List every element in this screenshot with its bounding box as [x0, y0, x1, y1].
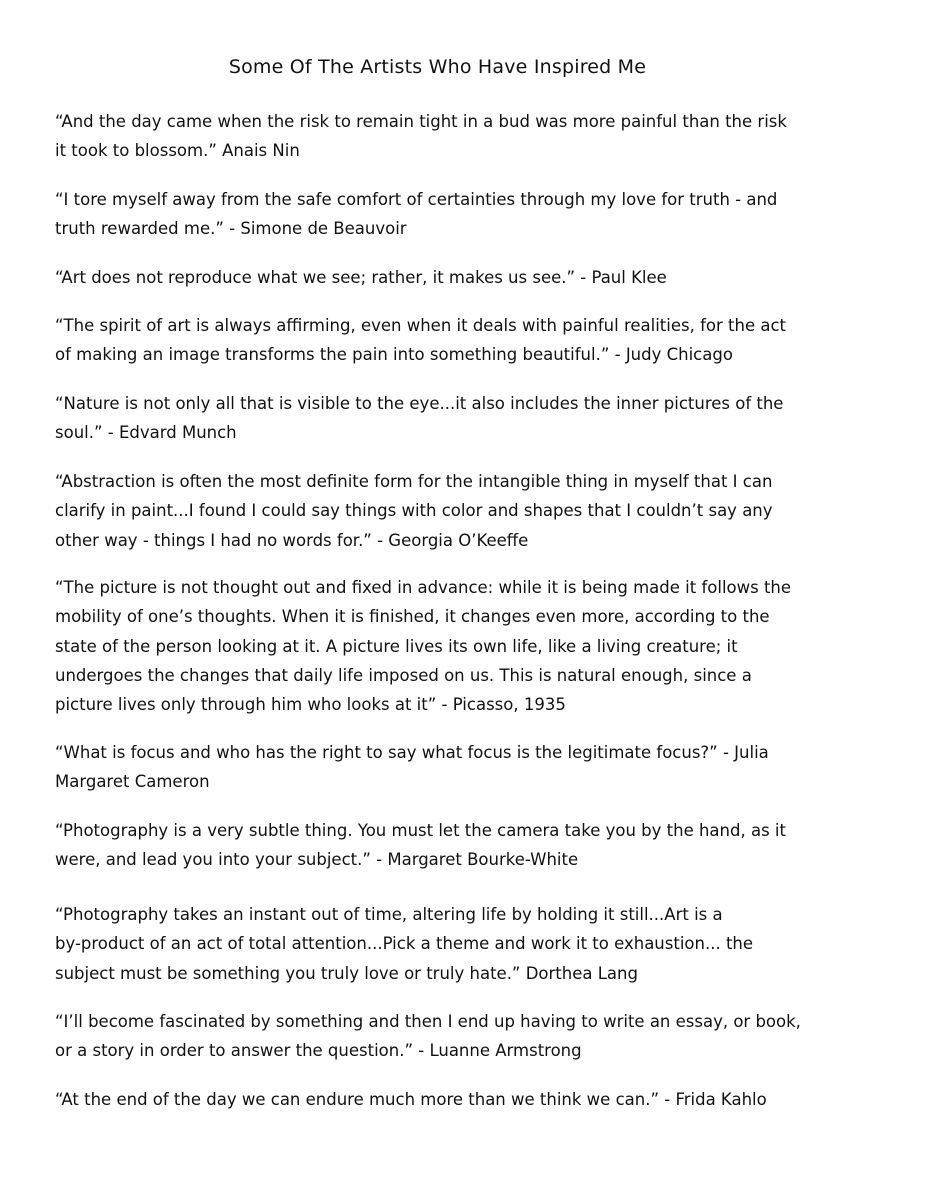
- quote-line: “Nature is not only all that is visible to the eye...it also includes the inner pictures of the: [55, 394, 784, 413]
- quote: [55, 1007, 835, 1066]
- quote: [55, 185, 835, 244]
- quote: [55, 311, 835, 370]
- quote-line: “I’ll become fascinated by something and then I end up having to write an essay, or book,: [55, 1012, 801, 1031]
- quote-line: “The spirit of art is always affirming, even when it deals with painful realities, for the act: [55, 316, 787, 335]
- quote-line: of making an image transforms the pain into something beautiful.” - Judy Chicago: [55, 345, 733, 365]
- quote-line: “Abstraction is often the most definite form for the intangible thing in myself that I can: [55, 472, 773, 491]
- quote: [55, 573, 835, 719]
- quote: [55, 1085, 835, 1114]
- quote: [55, 107, 835, 166]
- quote-line: mobility of one’s thoughts. When it is finished, it changes even more, according to the: [55, 607, 770, 627]
- quote-line: subject must be something you truly love or truly hate.” Dorthea Lang: [55, 963, 638, 983]
- quote-line: “At the end of the day we can endure much more than we think we can.” - Frida Kahlo: [55, 1090, 767, 1109]
- quote-line: “The picture is not thought out and fixed in advance: while it is being made it follows the: [55, 578, 792, 597]
- quote-line: “Photography is a very subtle thing. You must let the camera take you by the hand, as it: [55, 821, 786, 840]
- quote-line: undergoes the changes that daily life imposed on us. This is natural enough, since a: [55, 665, 752, 685]
- quote: [55, 816, 835, 875]
- quote-line: “I tore myself away from the safe comfort of certainties through my love for truth - and: [55, 190, 778, 209]
- quote-line: picture lives only through him who looks at it” - Picasso, 1935: [55, 695, 566, 715]
- quote: [55, 389, 835, 448]
- quote-line: were, and lead you into your subject.” - Margaret Bourke-White: [55, 850, 579, 870]
- quote-line: state of the person looking at it. A picture lives its own life, like a living creature; it: [55, 636, 738, 656]
- quote-line: or a story in order to answer the question.” - Luanne Armstrong: [55, 1041, 582, 1061]
- quote-line: “Photography takes an instant out of time, altering life by holding it still...Art is a: [55, 905, 723, 924]
- quote-line: “And the day came when the risk to remain tight in a bud was more painful than the risk: [55, 112, 787, 131]
- quote-line: it took to blossom.” Anais Nin: [55, 141, 300, 161]
- quote-line: other way - things I had no words for.” - Georgia O’Keeffe: [55, 530, 529, 550]
- quote-line: Margaret Cameron: [55, 772, 210, 792]
- quote-line: truth rewarded me.” - Simone de Beauvoir: [55, 219, 407, 239]
- quote: [55, 467, 835, 555]
- quote-line: “What is focus and who has the right to say what focus is the legitimate focus?” - Julia: [55, 743, 769, 762]
- page-title: Some Of The Artists Who Have Inspired Me: [228, 56, 647, 78]
- quote: [55, 738, 835, 797]
- quote-line: “Art does not reproduce what we see; rather, it makes us see.” - Paul Klee: [55, 268, 667, 287]
- quote-line: soul.” - Edvard Munch: [55, 423, 237, 443]
- quote: [55, 900, 835, 988]
- quote-line: clarify in paint...I found I could say things with color and shapes that I couldn’t say any: [55, 501, 773, 521]
- quote: [55, 263, 835, 292]
- quote-line: by-product of an act of total attention...Pick a theme and work it to exhaustion... the: [55, 934, 754, 954]
